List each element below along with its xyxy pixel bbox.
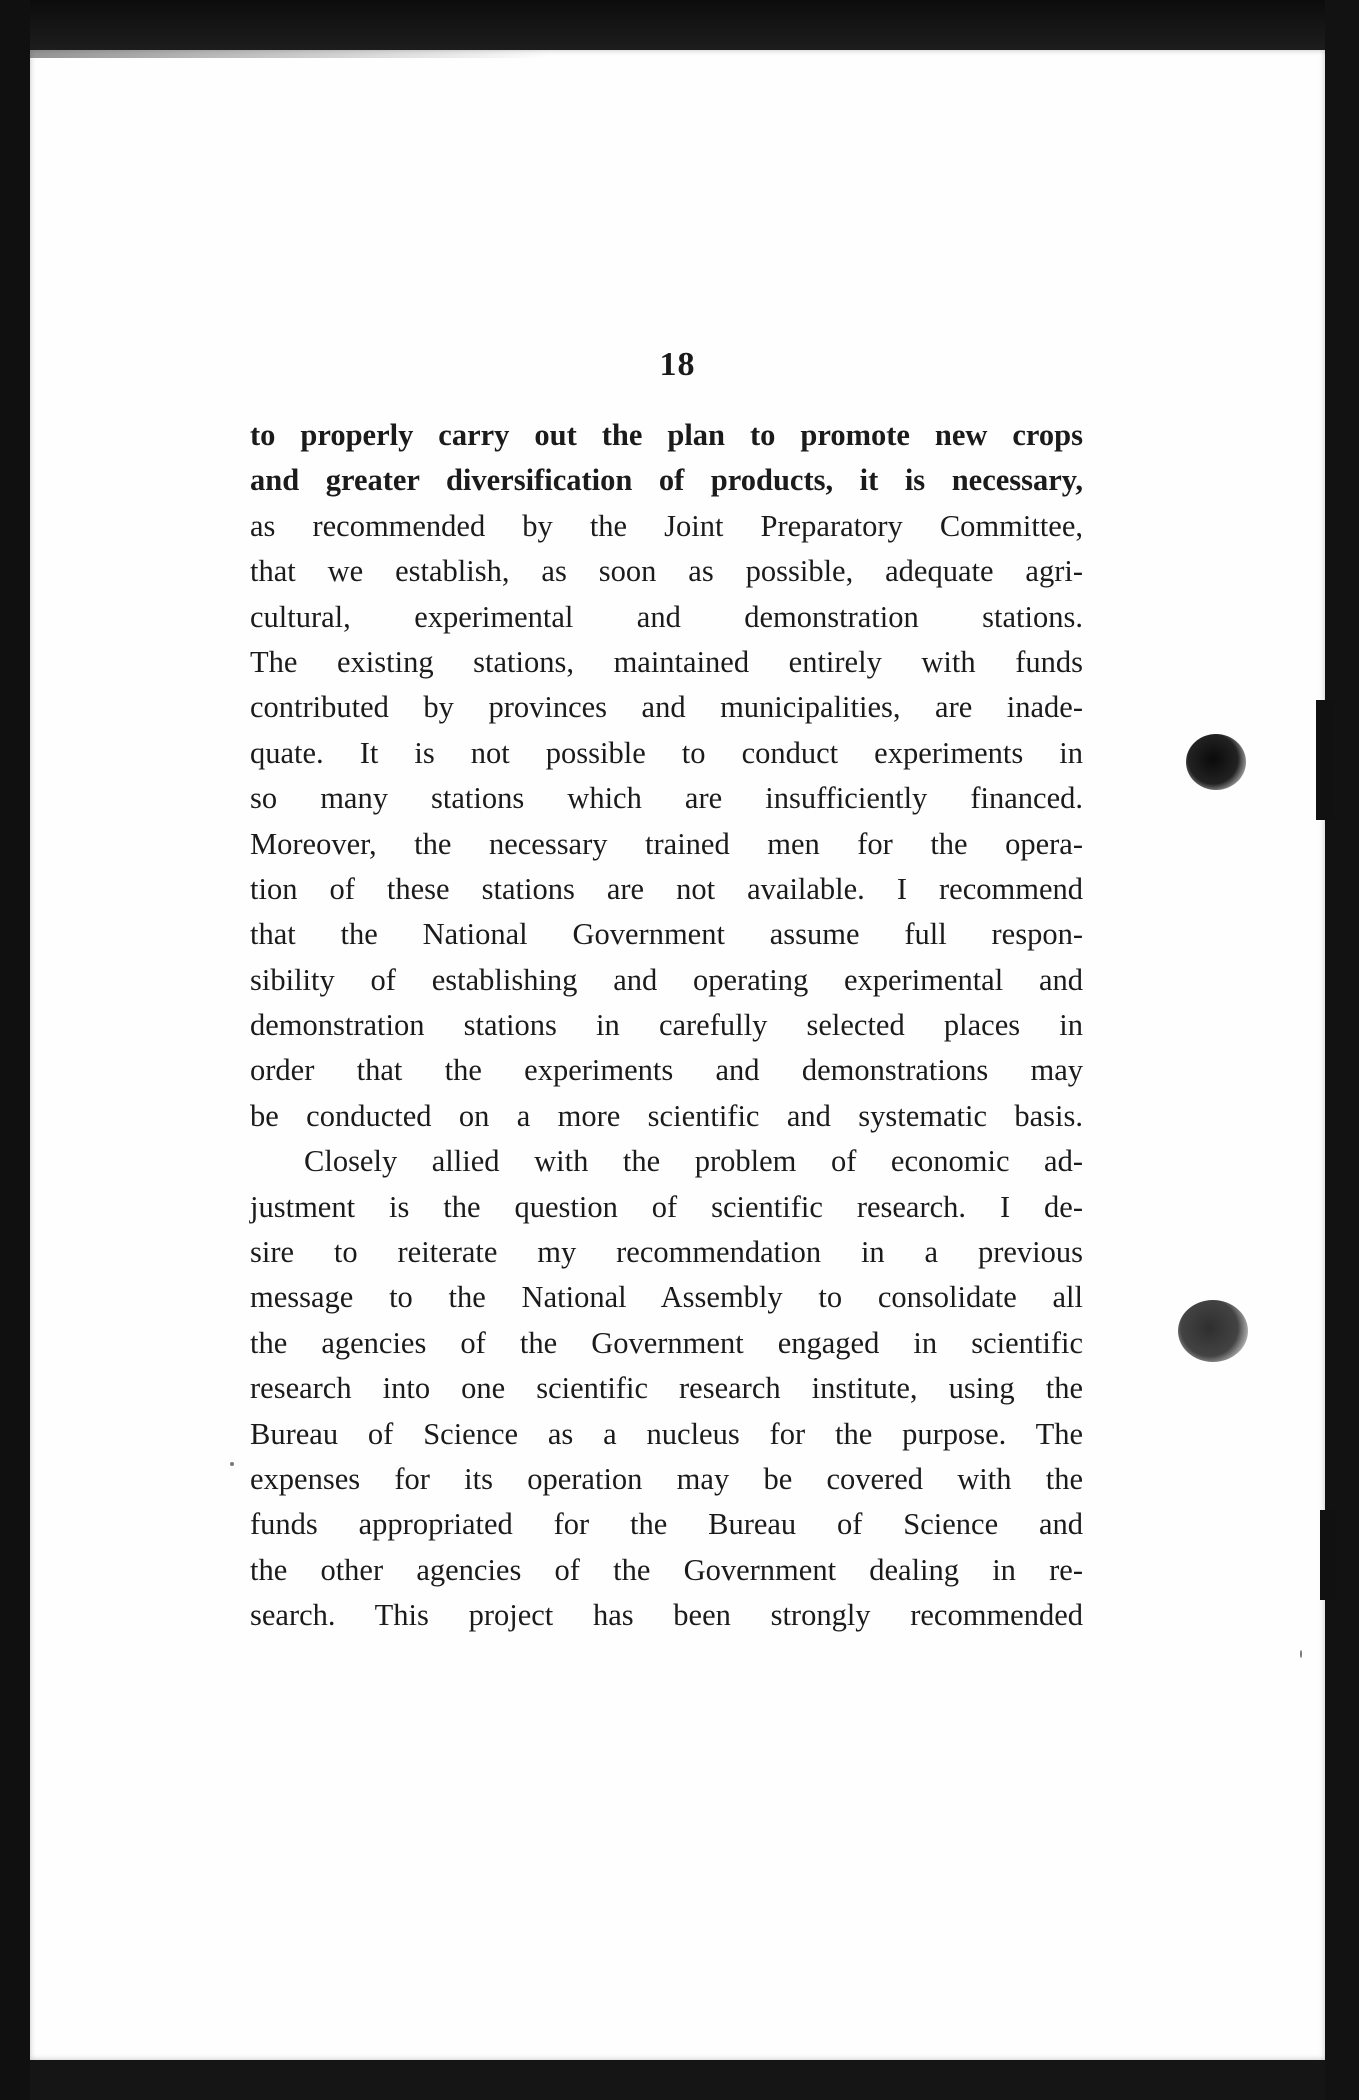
text-line: order that the experiments and demonstrations may [250, 1053, 1083, 1088]
scan-frame-left [0, 0, 30, 2100]
text-line: contributed by provinces and municipalities, are inade- [250, 690, 1083, 725]
text-line: message to the National Assembly to consolidate all [250, 1280, 1083, 1315]
text-line: as recommended by the Joint Preparatory Committee, [250, 508, 1083, 543]
text-line: sibility of establishing and operating experimental and [250, 962, 1083, 997]
text-line: be conducted on a more scientific and systematic basis. [250, 1098, 1083, 1133]
text-line: Moreover, the necessary trained men for the opera- [250, 826, 1083, 861]
text-line: expenses for its operation may be covered with the [250, 1461, 1083, 1496]
punch-hole [1178, 1300, 1248, 1362]
text-line: the agencies of the Government engaged in scientific [250, 1325, 1083, 1360]
body-text [250, 413, 1083, 1639]
text-line: demonstration stations in carefully selected places in [250, 1008, 1083, 1043]
text-line: and greater diversification of products, it is necessary, [250, 463, 1083, 498]
text-line: quate. It is not possible to conduct experiments in [250, 735, 1083, 770]
text-line: Bureau of Science as a nucleus for the purpose. The [250, 1416, 1083, 1451]
text-line: Closely allied with the problem of economic ad- [304, 1144, 1083, 1179]
scan-streak [30, 50, 550, 58]
scan-frame-right [1325, 0, 1359, 2100]
text-line: that we establish, as soon as possible, adequate agri- [250, 554, 1083, 589]
edge-tear [1316, 700, 1334, 820]
text-line: research into one scientific research institute, using the [250, 1371, 1083, 1406]
text-line: to properly carry out the plan to promote new crops [250, 418, 1083, 452]
text-line: funds appropriated for the Bureau of Science and [250, 1507, 1083, 1542]
scan-frame-top [0, 0, 1359, 50]
text-line: sire to reiterate my recommendation in a previous [250, 1235, 1083, 1270]
text-line: cultural, experimental and demonstration stations. [250, 599, 1083, 634]
page-number: 18 [659, 346, 696, 383]
text-line: The existing stations, maintained entirely with funds [250, 644, 1083, 679]
text-line: so many stations which are insufficiently financed. [250, 781, 1083, 816]
dust-speck [1300, 1650, 1302, 1658]
edge-tear [1320, 1510, 1336, 1600]
text-line: the other agencies of the Government dealing in re- [250, 1552, 1083, 1587]
text-line: tion of these stations are not available. I recommend [250, 871, 1083, 906]
text-line: that the National Government assume full respon- [250, 917, 1083, 952]
text-line: justment is the question of scientific research. I de- [250, 1189, 1083, 1224]
punch-hole [1186, 734, 1246, 790]
dust-speck [230, 1462, 234, 1466]
document-page [30, 50, 1325, 2060]
text-line: search. This project has been strongly recommended [250, 1598, 1083, 1633]
